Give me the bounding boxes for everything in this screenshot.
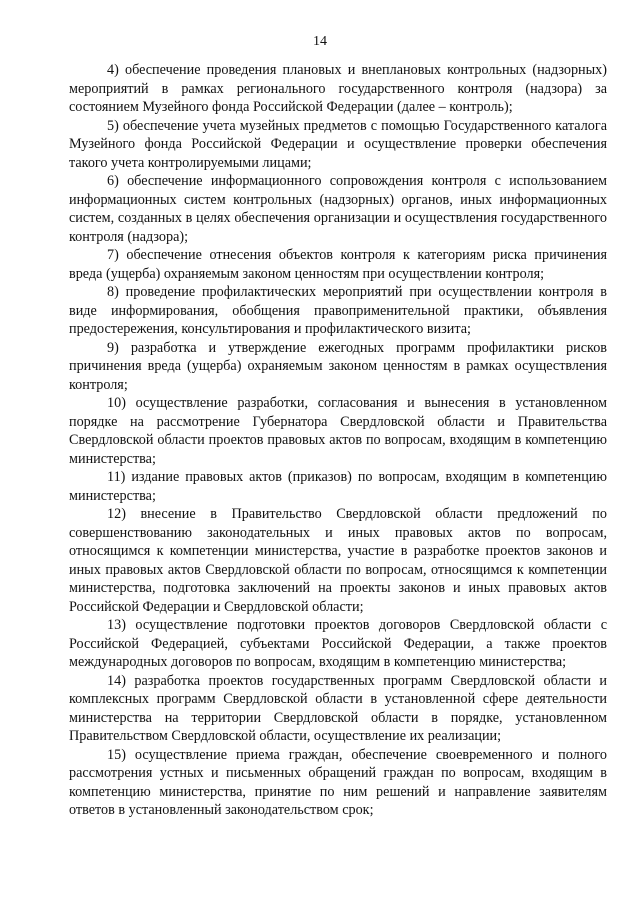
list-item-6: 6) обеспечение информационного сопровождения контроля с использованием информационных систем контрольных (надзорных) органов, иных информационных систем, созданных в целях обеспечения организации и осуществления государственного контроля (надзора); xyxy=(69,173,607,245)
list-item-10: 10) осуществление разработки, согласования и вынесения в установленном порядке на рассмотрение Губернатора Свердловской области и Правительства Свердловской области проектов правовых актов по вопросам, входящим в компетенцию министерства; xyxy=(69,395,607,467)
list-item-11: 11) издание правовых актов (приказов) по вопросам, входящим в компетенцию министерства; xyxy=(69,469,607,504)
list-item-5: 5) обеспечение учета музейных предметов с помощью Государственного каталога Музейного фонда Российской Федерации и осуществление проверки обеспечения такого учета контролируемыми лицами; xyxy=(69,117,607,171)
list-item-8: 8) проведение профилактических мероприятий при осуществлении контроля в виде информирования, обобщения правоприменительной практики, объявления предостережения, консультирования и профилактического визита; xyxy=(69,284,607,337)
list-item-9: 9) разработка и утверждение ежегодных программ профилактики рисков причинения вреда (ущерба) охраняемым законом ценностям в рамках осуществления контроля; xyxy=(69,339,607,393)
list-item-15: 15) осуществление приема граждан, обеспечение своевременного и полного рассмотрения устных и письменных обращений граждан по вопросам, входящим в компетенцию министерства, принятие по ним решений и направление заявителям ответов в установленный законодательством срок; xyxy=(69,746,607,818)
list-item-7: 7) обеспечение отнесения объектов контроля к категориям риска причинения вреда (ущерба) охраняемым законом ценностям при осуществлении контроля; xyxy=(69,247,607,282)
list-item-4: 4) обеспечение проведения плановых и внеплановых контрольных (надзорных) мероприятий в рамках регионального государственного контроля (надзора) за состоянием Музейного фонда Российской Федерации (далее – контроль); xyxy=(69,62,607,115)
document-body xyxy=(69,61,607,820)
list-item-12: 12) внесение в Правительство Свердловской области предложений по совершенствованию законодательных и иных правовых актов по вопросам, относящимся к компетенции министерства, участие в разработке проектов законов и иных правовых актов Свердловской области по вопросам, относящимся к компетенции министерства, подготовка заключений на проекты законов и иных правовых актов Российской Федерации и Свердловской области; xyxy=(69,506,607,615)
page-number: 14 xyxy=(313,34,327,49)
list-item-13: 13) осуществление подготовки проектов договоров Свердловской области с Российской Федерацией, субъектами Российской Федерации, а также проектов международных договоров по вопросам, входящим в компетенцию министерства; xyxy=(69,617,607,670)
list-item-14: 14) разработка проектов государственных программ Свердловской области и комплексных программ Свердловской области в установленной сфере деятельности министерства на территории Свердловской области в порядке, установленном Правительством Свердловской области, осуществление их реализации; xyxy=(69,672,607,744)
